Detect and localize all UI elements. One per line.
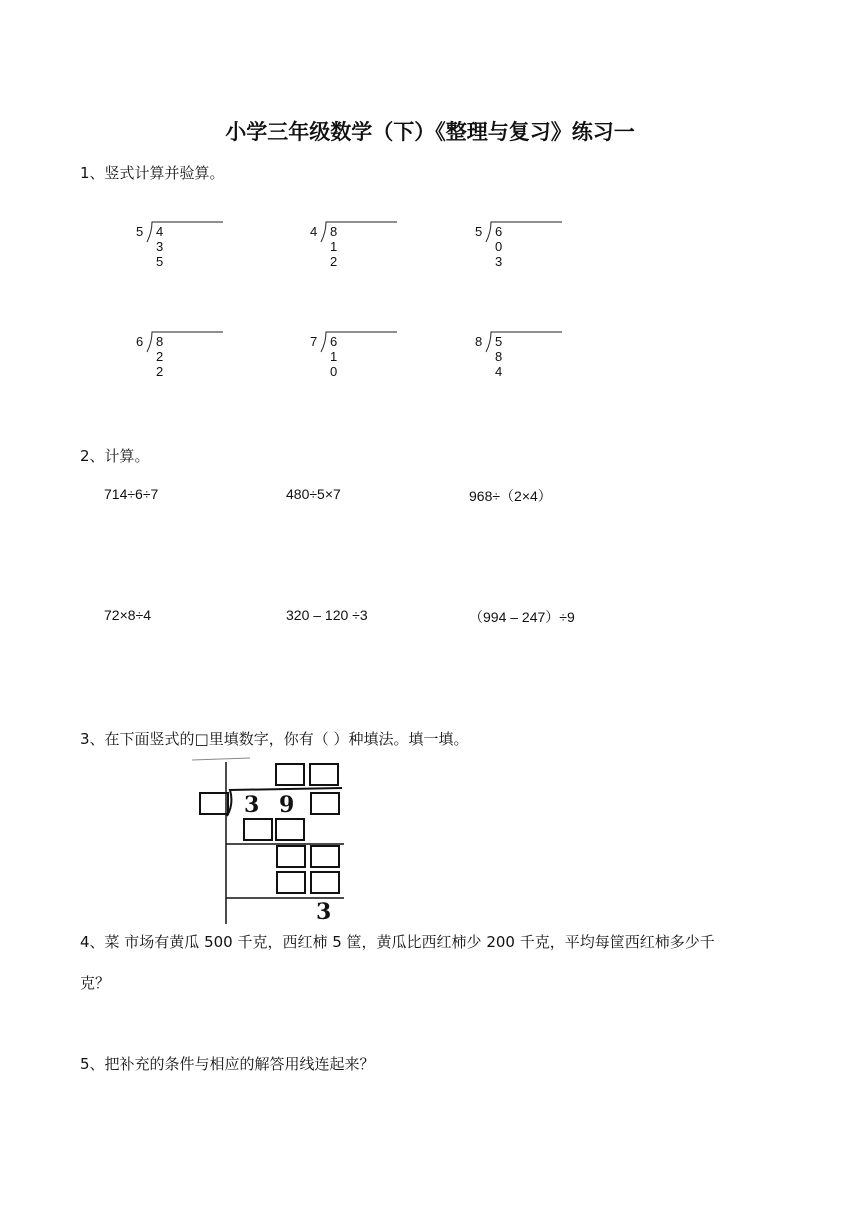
divisor: 4: [310, 224, 318, 239]
blank-box: [311, 872, 339, 893]
dividend: 5 8 4: [495, 334, 508, 379]
question-4-line-2: 克？: [80, 974, 111, 992]
expression: 480÷5×7: [286, 486, 341, 502]
question-3-label: 3、在下面竖式的□里填数字，你有（ ）种填法。填一填。: [80, 730, 469, 748]
dividend: 8 2 2: [156, 334, 169, 379]
blank-box: [277, 872, 305, 893]
dividend: 6 1 0: [330, 334, 343, 379]
expression: （994 – 247）÷9: [469, 609, 575, 625]
stray-line: [192, 758, 250, 760]
expression: 320 – 120 ÷3: [286, 607, 368, 623]
remainder-digit: 3: [316, 899, 332, 924]
expression: 72×8÷4: [104, 607, 152, 623]
question-5-label: 5、把补充的条件与相应的解答用线连起来？: [80, 1055, 375, 1073]
blank-box: [277, 846, 305, 867]
blank-box: [311, 793, 339, 814]
dividend-digit-3: 3: [244, 792, 260, 818]
blank-box: [311, 846, 339, 867]
divisor: 5: [136, 224, 144, 239]
divisor: 6: [136, 334, 144, 349]
divisor: 8: [475, 334, 483, 349]
expression: 714÷6÷7: [104, 486, 159, 502]
expression: 968÷（2×4）: [469, 488, 552, 504]
division-puzzle-diagram: [190, 752, 350, 924]
blank-box: [276, 764, 304, 785]
divisor: 7: [310, 334, 318, 349]
blank-box: [310, 764, 338, 785]
dividend-digit-9: 9: [279, 792, 295, 818]
page-title: 小学三年级数学（下）《整理与复习》练习一: [225, 120, 635, 144]
blank-box: [200, 793, 228, 814]
dividend: 4 3 5: [156, 224, 169, 269]
dividend: 8 1 2: [330, 224, 343, 269]
question-2-label: 2、计算。: [80, 447, 150, 465]
blank-box: [276, 819, 304, 840]
dividend: 6 0 3: [495, 224, 508, 269]
blank-box: [244, 819, 272, 840]
question-4-line-1: 4、菜 市场有黄瓜 500 千克，西红柿 5 筐，黄瓜比西红柿少 200 千克，平均每筐西红柿多少千: [80, 933, 715, 951]
question-1-label: 1、竖式计算并验算。: [80, 164, 225, 182]
divisor: 5: [475, 224, 483, 239]
